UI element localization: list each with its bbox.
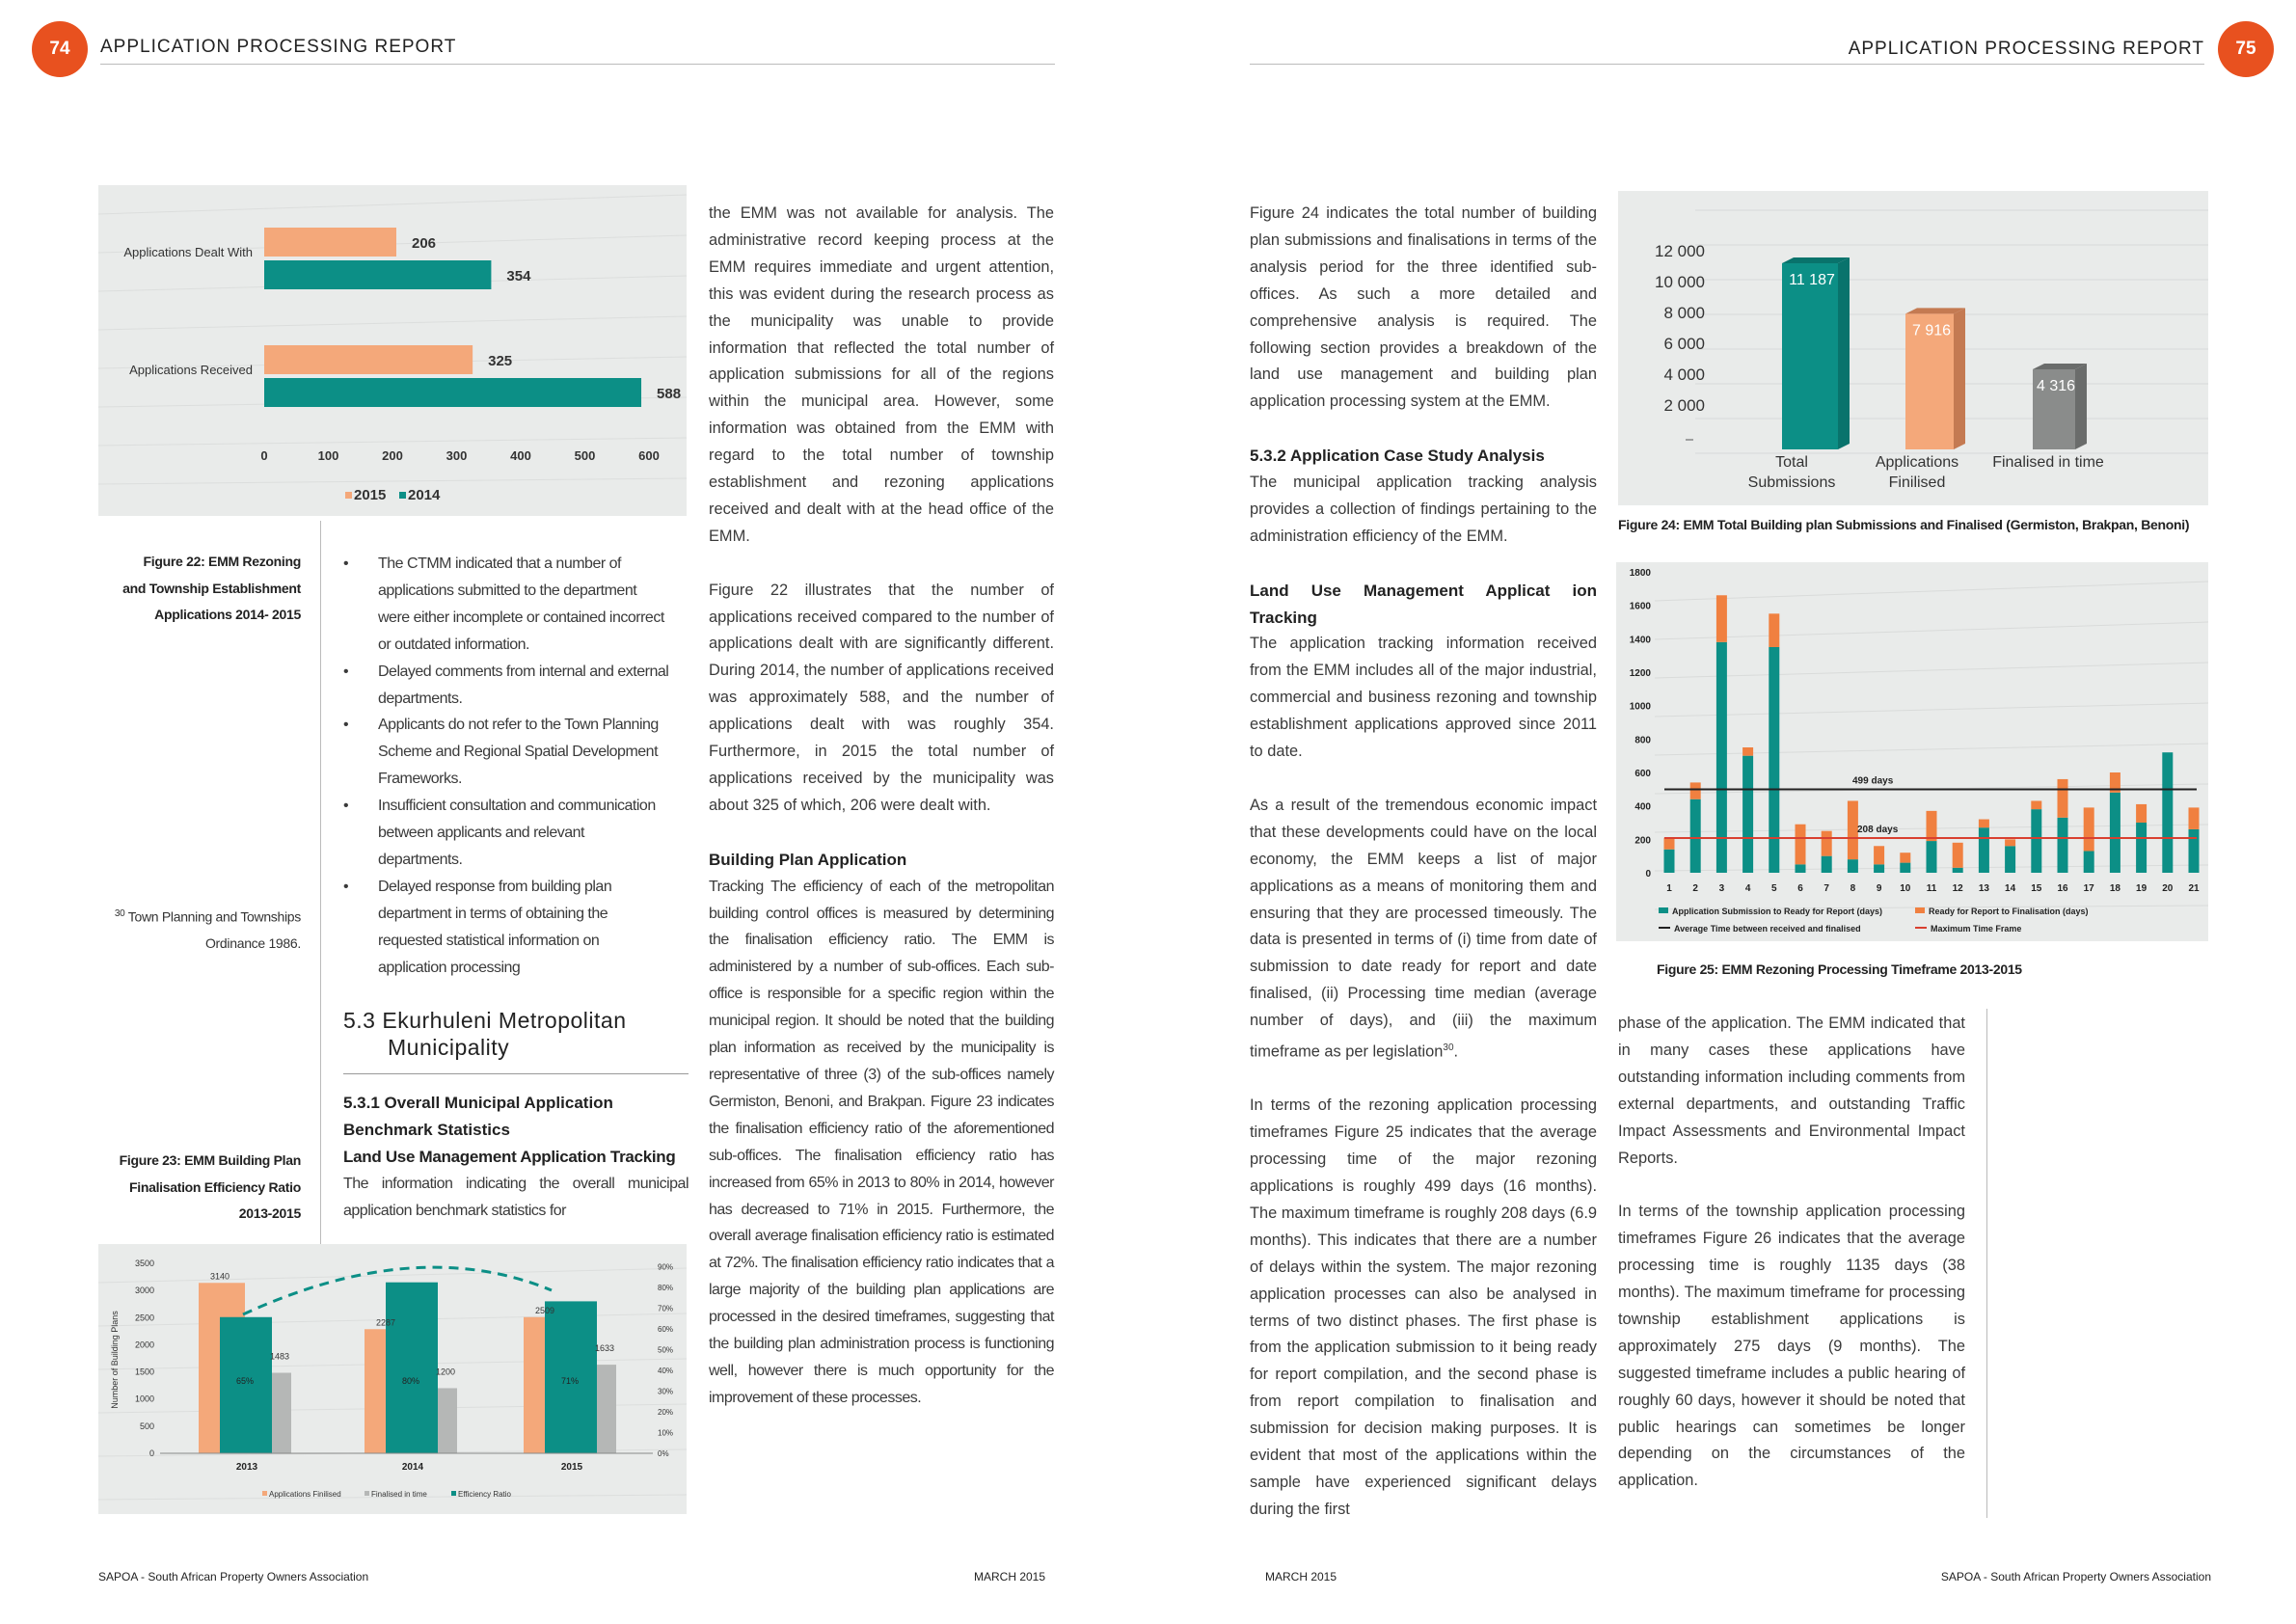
section-heading-line: 5.3 Ekurhuleni Metropolitan [343,1008,627,1033]
x-tick-label: 100 [317,448,339,463]
footer-org: SAPOA - South African Property Owners Association [1940,1570,2211,1583]
y-tick-label: 1000 [134,1394,154,1404]
list-line: departments. [378,851,463,868]
y-tick-label: 500 [139,1421,154,1431]
legend-label: 2015 [354,487,387,503]
figure-24-caption: Figure 24: EMM Total Building plan Submissions and Finalised (Germiston, Brakpan, Benoni) [1618,517,2190,532]
bar-segment [2189,829,2200,873]
subheading: Building Plan Application [709,850,907,869]
section-heading [343,1007,690,1061]
legend-swatch [345,492,352,499]
legend-swatch [262,1491,267,1496]
legend-label: 2014 [408,487,441,503]
page-number-badge [2218,21,2274,77]
x-tick-label: 500 [574,448,596,463]
list-line: or outdated information. [378,636,529,653]
bar-segment [1874,846,1884,864]
right-page-column-2 [1618,1011,1965,1495]
list-line: requested statistical information on [378,932,600,949]
bar-segment [1716,595,1727,642]
x-tick-label: 15 [2031,883,2042,894]
x-tick-label: 11 [1926,883,1937,894]
footnote-line: Ordinance 1986. [204,935,301,952]
figure-22-caption-line: Figure 22: EMM Rezoning [143,554,301,569]
x-tick-label: 18 [2109,883,2120,894]
y2-tick-label: 10% [658,1428,674,1438]
bar-side [1838,257,1850,449]
bar [438,1388,457,1453]
data-label: 7 916 [1911,322,1952,339]
list-line: Frameworks. [378,771,462,788]
background-line [1655,703,2208,717]
background-line [1655,744,2208,755]
ratio-label: 80% [401,1376,420,1386]
subheading: 5.3.1 Overall Municipal Application [343,1094,613,1112]
page-number-badge [32,21,88,77]
footer-org: SAPOA - South African Property Owners Association [98,1570,369,1583]
footnote [58,901,301,958]
y2-tick-label: 50% [658,1345,674,1355]
header-title: APPLICATION PROCESSING REPORT [100,37,457,57]
data-label: 2287 [375,1317,396,1328]
data-label: 325 [488,353,513,369]
paragraph: The information indicating the overall municipal application benchmark statistics for [343,1175,689,1219]
legend-label: Average Time between received and finalised [1674,924,1861,934]
list-item [343,551,690,659]
page-number: 74 [49,39,70,59]
bar-segment [1796,825,1806,865]
figure-24-svg [1618,191,2208,505]
right-page-column-1 [1250,201,1597,1524]
paragraph: The municipal application tracking analysis provides a collection of findings pertaining to the administration efficiency of the EMM. [1250,474,1597,545]
bar [264,260,491,289]
figure-23-caption-line: 2013-2015 [238,1205,301,1221]
paragraph-end: . [1453,1042,1459,1061]
bar [1782,263,1838,449]
background-line [1655,622,2208,639]
data-label: 1633 [594,1343,615,1354]
y-tick-label: 2000 [134,1340,154,1350]
ratio-label: 71% [560,1376,580,1386]
figure-25-svg [1616,562,2208,941]
subheading: Benchmark Statistics [343,1120,510,1139]
x-tick-label: 3 [1718,883,1725,894]
y-tick-label: 3500 [134,1259,154,1268]
y-tick-label: 6 000 [1663,335,1705,353]
paragraph [1250,793,1597,1067]
legend-swatch [451,1491,456,1496]
column-divider [1986,1009,1987,1518]
figure-23-chart [98,1244,687,1514]
y2-tick-label: 70% [658,1304,674,1313]
reference-line-label: 208 days [1857,824,1899,835]
bar-segment [2110,793,2120,873]
bar-segment [2005,839,2015,846]
bar-segment [2189,807,2200,829]
legend-swatch [1659,907,1668,913]
data-label: 354 [506,268,531,284]
data-label: 1200 [435,1367,456,1377]
benchmark-section [343,1090,689,1225]
bar-segment [1690,782,1701,798]
x-tick-label: 20 [2162,883,2174,894]
header-title: APPLICATION PROCESSING REPORT [1848,39,2204,59]
bar-segment [1796,864,1806,873]
y-tick-label: 8 000 [1663,304,1705,322]
figure-22-caption-line: Applications 2014- 2015 [154,607,301,622]
list-line: • Insufficient consultation and communication [378,798,656,815]
section-heading-line: Municipality [388,1035,510,1060]
x-tick-label: 10 [1900,883,1911,894]
bar-segment [1900,853,1910,862]
legend-swatch [399,492,406,499]
figure-22-caption-line: and Township Establishment [122,580,301,596]
list-line: Scheme and Regional Spatial Development [378,744,659,761]
x-tick-label: 9 [1876,883,1882,894]
y-tick-label: 1500 [134,1367,154,1377]
x-tick-label: 21 [2188,883,2200,894]
x-tick-label: 12 [1952,883,1963,894]
background-line [98,195,687,214]
legend-label: Applications Finilised [269,1490,341,1499]
figure-23-caption-line: Finalisation Efficiency Ratio [128,1178,301,1195]
y2-tick-label: 40% [658,1367,674,1375]
y2-tick-label: 90% [658,1262,674,1272]
paragraph: Figure 24 indicates the total number of building plan submissions and finalisations in terms of the analysis period for the three identified sub-offices. As such a more detailed and comprehensive analysis is required. The following section provides a breakdown of the land use management and building plan application processing system at the EMM. [1250,204,1597,411]
category-label: Applications Received [129,363,253,377]
bar-segment [2162,752,2173,873]
footnote-line: Town Planning and Townships [127,908,301,925]
data-label: 11 187 [1789,272,1835,289]
x-tick-label: Total [1775,454,1808,471]
y-tick-label: 200 [1634,835,1651,847]
y-tick-label: 800 [1634,735,1651,746]
figure-23-svg [98,1244,687,1514]
bar-segment [1953,868,1963,873]
y-tick-label: 0 [149,1448,154,1458]
bar-segment [1953,843,1963,868]
data-label: 2509 [534,1305,555,1315]
x-tick-label: 13 [1978,883,1989,894]
footer-date: MARCH 2015 [1265,1570,1337,1583]
subheading: Land Use Management Applicat ion Tracking [1250,581,1597,627]
x-tick-label: 7 [1823,883,1829,894]
bar-segment [2031,800,2041,809]
x-tick-label: 200 [382,448,403,463]
y2-tick-label: 80% [658,1284,674,1292]
footnote-ref: 30 [1443,1042,1454,1054]
bar-segment [1927,841,1937,873]
paragraph: In terms of the rezoning application processing timeframes Figure 25 indicates that the average processing time of the major rezoning applications is roughly 499 days (16 months). The maximum timeframe is roughly 208 days (6.9 months). This indicates that there are a number of delays within the system. The major rezoning application processes can also be analysed in terms of two distinct phases. The first phase is from the application submission to it being ready for report compilation, and the second phase is from report compilation to finalisation and submission for decision making purposes. It is evident that most of the applications within the sample have experienced significant delays during the first [1250,1096,1597,1518]
y-tick-label: 1000 [1629,701,1651,713]
y2-tick-label: 30% [658,1387,674,1396]
list-line: were either incomplete or contained incorrect [378,609,664,626]
figure-24-chart [1618,191,2208,505]
list-line: • Delayed response from building plan [378,878,612,895]
bar-segment [1979,827,1989,873]
bar-segment [1742,747,1753,756]
list-line: between applicants and relevant [378,825,584,842]
x-tick-label: 4 [1744,883,1751,894]
x-tick-label: 400 [510,448,531,463]
bar [272,1373,291,1453]
x-tick-label: 300 [446,448,468,463]
column-divider [320,521,321,1244]
bar-segment [1822,831,1832,856]
bar-side [2075,364,2087,449]
list-item [343,712,690,793]
x-tick-label: 5 [1771,883,1777,894]
y-tick-label: 1200 [1629,668,1651,679]
figure-25-chart [1616,562,2208,941]
background-line [98,316,687,330]
legend-label: Application Submission to Ready for Report (days) [1672,907,1883,916]
y2-tick-label: 60% [658,1325,674,1334]
legend-label: Ready for Report to Finalisation (days) [1929,907,2089,916]
figure-23-caption [87,1148,301,1228]
legend-swatch [365,1491,369,1496]
paragraph: phase of the application. The EMM indicated that in many cases these applications have outstanding information including comments from external departments, and outstanding Traffic Impact Assessments and Environmental Impact Reports. [1618,1015,1965,1167]
bar-segment [1874,864,1884,873]
y-tick-label: 400 [1634,801,1651,813]
background-line [1655,663,2208,678]
legend-label: Finalised in time [371,1490,427,1499]
bar-segment [1848,859,1858,873]
x-tick-label: 2 [1692,883,1698,894]
x-tick-label: Applications [1875,454,1959,471]
bar-segment [1664,838,1675,850]
list-line: • The CTMM indicated that a number of [378,555,621,572]
bar-segment [2058,779,2068,818]
bar-segment [1900,863,1910,873]
bar-segment [2084,851,2094,873]
data-label: 588 [657,386,682,402]
data-label: 3140 [209,1271,230,1282]
y-tick-label: 2500 [134,1313,154,1323]
list-line: department in terms of obtaining the [378,905,608,922]
bar-segment [1742,756,1753,873]
paragraph: The application tracking information received from the EMM includes all of the major industrial, commercial and business rezoning and township establishment applications approved since 2011 to date. [1250,635,1597,761]
challenges-list [343,551,690,982]
background-line [1655,582,2208,601]
left-page-column-2 [709,201,1054,1412]
legend-label: Efficiency Ratio [458,1490,511,1499]
bar [597,1365,616,1453]
y2-tick-label: 20% [658,1408,674,1417]
bar-side [1954,308,1965,449]
page-number: 75 [2235,39,2256,59]
x-tick-label: 0 [260,448,268,463]
bar-segment [2005,846,2015,873]
subheading: Land Use Management Application Tracking [343,1147,676,1166]
bar-segment [2031,809,2041,873]
paragraph-text: As a result of the tremendous economic impact that these developments could have on the local economy, the EMM keeps a list of major applications as a means of monitoring them and ensuring that they are processed timeously. The data is presented in terms of (i) time from date of submission to date ready for report and date finalised, (ii) Processing time median (average number of days), and (iii) the maximum timeframe as per legislation [1250,796,1597,1061]
x-tick-label: 14 [2005,883,2016,894]
y-tick-label: 1600 [1629,601,1651,612]
y2-tick-label: 0% [658,1449,669,1458]
reference-line-label: 499 days [1852,775,1894,787]
figure-22-caption [87,549,301,629]
x-tick-label: Finilised [1888,474,1946,491]
paragraph: Figure 22 illustrates that the number of applications received compared to the number of applications dealt with are significantly different. During 2014, the number of applications received was approximately 588, and the number of applications dealt with was roughly 354. Furthermore, in 2015 the total number of applications received by the municipality was about 325 of which, 206 were dealt with. [709,581,1054,814]
list-item [343,659,690,713]
x-tick-label: 6 [1797,883,1803,894]
list-item [343,874,690,982]
y-axis-label: Number of Building Plans [110,1311,120,1409]
x-tick-label: Submissions [1747,474,1836,491]
header-rule [100,64,1055,65]
y-tick-label: 4 000 [1663,365,1705,384]
y-tick-label: 3000 [134,1286,154,1296]
y-tick-label: 1800 [1629,568,1651,579]
x-tick-label: 1 [1666,883,1672,894]
paragraph: the EMM was not available for analysis. The administrative record keeping process at the EMM requires immediate and urgent attention, this was evident during the research process as the municipality was unable to provide information that reflected the total number of application submissions for all of the regions within the municipal area. However, some information was obtained from the EMM with regard to the total number of township establishment and rezoning applications received and dealt with at the head office of the EMM. [709,204,1054,545]
ratio-label: 65% [235,1376,255,1386]
bar [264,345,473,374]
bar-segment [2058,818,2068,873]
x-tick-label: Finalised in time [1992,454,2104,471]
footer-date: MARCH 2015 [974,1570,1046,1583]
legend-swatch [1915,907,1925,913]
bar-segment [1927,811,1937,841]
y-tick-label: 1400 [1629,635,1651,646]
list-item [343,793,690,874]
background-line [98,478,687,484]
bar-segment [2136,804,2147,823]
bar-segment [1664,850,1675,873]
y-tick-label: 2 000 [1663,396,1705,415]
x-tick-label: 2013 [235,1462,258,1473]
bar-top [1782,257,1850,263]
bar [386,1283,438,1453]
bar [264,228,396,257]
footnote-number: 30 [114,908,125,919]
figure-22-svg [98,185,687,516]
y-tick-label: 10 000 [1655,273,1705,291]
x-tick-label: 600 [638,448,660,463]
paragraph: Tracking The efficiency of each of the metropolitan building control offices is measured by determining the finalisation efficiency ratio. The EMM is administered by a number of sub-offices. Each sub-office is responsible for a specific region within the municipal region. It should be noted that the building plan information as received by the municipality is representative of three (3) of the sub-offices namely Germiston, Benoni, and Brakpan. Figure 23 indicates the finalisation efficiency ratio of the aforementioned sub-offices. The finalisation efficiency ratio has increased from 65% in 2013 to 80% in 2014, however has decreased to 71% in 2015. Furthermore, the overall average finalisation efficiency ratio is estimated at 72%. The finalisation efficiency ratio indicates that a large majority of the building plan applications are processed in the desired timeframes, suggesting that the building plan administration process is functioning well, however there is much opportunity for the improvement of these processes. [709,878,1054,1406]
list-line: departments. [378,690,463,707]
background-line [98,438,687,446]
legend-label: Maximum Time Frame [1931,924,2022,934]
bar-segment [1690,799,1701,873]
figure-25-caption: Figure 25: EMM Rezoning Processing Timeframe 2013-2015 [1657,961,2022,977]
bar-segment [2136,823,2147,873]
bar-segment [1979,820,1989,828]
figure-22-chart [98,185,687,516]
data-label: 4 316 [2036,377,2076,394]
x-tick-label: 16 [2057,883,2068,894]
data-label: 206 [411,235,437,252]
bar-segment [2084,807,2094,851]
data-label: 1483 [269,1351,290,1362]
x-tick-label: 2014 [401,1462,424,1473]
x-tick-label: 19 [2136,883,2147,894]
y-tick-label: 600 [1634,769,1651,779]
bar [264,378,641,407]
y-tick-label: 12 000 [1655,242,1705,260]
figure-23-caption-line: Figure 23: EMM Building Plan [119,1152,301,1168]
list-line: • Applicants do not refer to the Town Planning [378,717,659,734]
category-label: Applications Dealt With [123,245,253,259]
list-line: • Delayed comments from internal and external [378,663,669,680]
paragraph: In terms of the township application processing timeframes Figure 26 indicates that the average processing time is roughly 1135 days (38 months). The maximum timeframe for processing township establishment applications is approximately 275 days (9 months). The suggested timeframe includes a public hearing of roughly 60 days, however it should be noted that public hearings can sometimes be longer depending on the circumstances of the application. [1618,1203,1965,1490]
bar-segment [1822,856,1832,873]
x-tick-label: 8 [1850,883,1856,894]
list-line: applications submitted to the department [378,582,637,599]
list-line: application processing [378,959,521,976]
bar-segment [1769,613,1779,647]
header-rule [1250,64,2204,65]
x-tick-label: 17 [2083,883,2094,894]
section-rule [343,1073,689,1074]
x-tick-label: 2015 [560,1462,583,1473]
subheading: 5.3.2 Application Case Study Analysis [1250,447,1545,466]
y-tick-label: 0 [1645,869,1651,880]
